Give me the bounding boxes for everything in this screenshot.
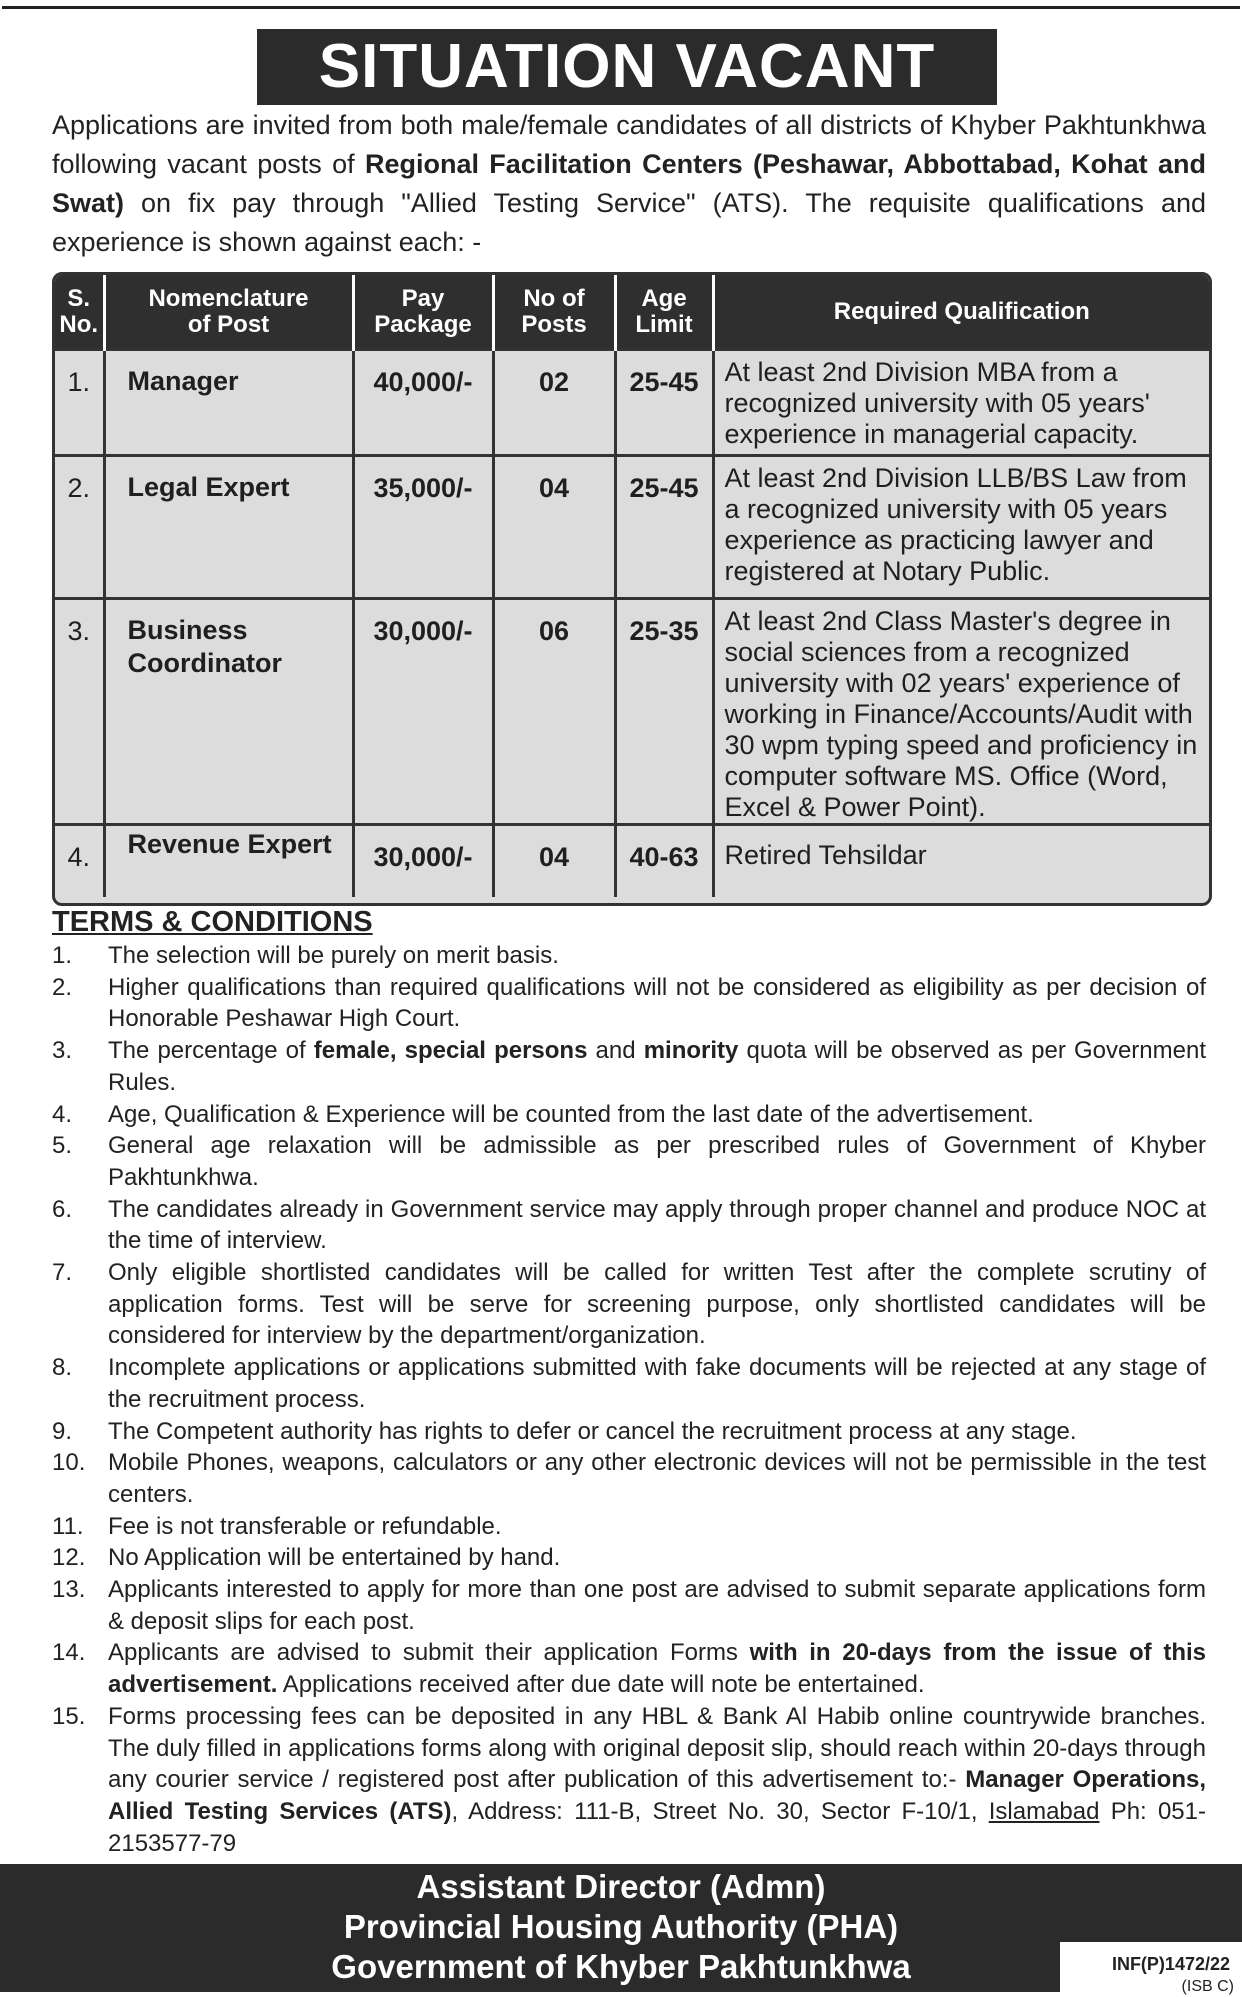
cell-pay: 30,000/- [353, 599, 493, 825]
term-text: The percentage of female, special persons and minority quota will be observed as per Government Rules. [108, 1037, 1207, 1096]
term-item [52, 1130, 1206, 1193]
term-number: 7. [52, 1259, 73, 1287]
header-age: Age Limit [615, 275, 713, 350]
term-text: Mobile Phones, weapons, calculators or any other electronic devices will not be permissible in the test centers. [108, 1449, 1206, 1508]
footer-designation: Assistant Director (Admn) [416, 1868, 826, 1905]
term-number: 2. [52, 973, 73, 1001]
cell-pay: 40,000/- [353, 350, 493, 456]
terms-heading: TERMS & CONDITIONS [52, 906, 373, 938]
cell-age: 25-45 [615, 350, 713, 456]
term-number: 11. [52, 1512, 84, 1540]
cell-posts: 04 [493, 456, 615, 599]
posts-table [52, 272, 1212, 906]
term-item [52, 1542, 1206, 1574]
term-text: General age relaxation will be admissible as per prescribed rules of Government of Khyber Pakhtunkhwa. [108, 1132, 1206, 1191]
term-number: 15. [52, 1702, 86, 1730]
reference-suffix: (ISB C) [1181, 1978, 1234, 1995]
header-posts: No of Posts [493, 275, 615, 350]
table-row [55, 350, 1209, 456]
term-text: Applicants interested to apply for more than one post are advised to submit separate applications form & deposit slips for each post. [108, 1576, 1206, 1635]
term-text: Higher qualifications than required qualifications will not be considered as eligibility as per decision of Honorable Peshawar High Court. [108, 973, 1206, 1033]
term-text: Fee is not transferable or refundable. [108, 1512, 502, 1540]
term-item [52, 1511, 1206, 1543]
cell-pay: 35,000/- [353, 456, 493, 599]
cell-qualification: At least 2nd Division MBA from a recognized university with 05 years' experience in managerial capacity. [713, 350, 1209, 456]
term-item [52, 1416, 1206, 1448]
term-item [52, 940, 1206, 972]
cell-sno: 1. [55, 350, 104, 456]
term-item [52, 1352, 1206, 1415]
term-item [52, 1701, 1206, 1860]
term-number: 6. [52, 1195, 73, 1223]
cell-age: 25-45 [615, 456, 713, 599]
term-number: 8. [52, 1354, 73, 1382]
term-item [52, 1574, 1206, 1637]
cell-post: Manager [104, 350, 353, 456]
header-qualification: Required Qualification [713, 275, 1209, 350]
term-number: 12. [52, 1544, 86, 1572]
intro-paragraph: Applications are invited from both male/female candidates of all districts of Khyber Pakhtunkhwa following vacant posts of Regional Facilitation Centers (Peshawar, Abbottabad, Kohat and Swat) on fix pay through "Allied Testing Service" (ATS). The requisite qualifications and experience is shown against each: - [52, 110, 1206, 257]
intro-centers: Regional Facilitation Centers (Peshawar, Abbottabad, Kohat and Swat) [52, 149, 1206, 218]
term-number: 3. [52, 1037, 73, 1065]
term-text: Forms processing fees can be deposited in any HBL & Bank Al Habib online countrywide branches. The duly filled in applications forms along with original deposit slip, should reach within 20-days through any courier service / registered post after publication of this advertisement to:- Manager Operations, Allied Testing Services (ATS), Address: 111-B, Street No. 30, Sector F-10/1, Islamabad Ph: 051-2153577-79 [108, 1702, 1206, 1857]
term-number: 14. [52, 1639, 86, 1667]
reference-code-box [1060, 1942, 1242, 1995]
header-sno: S. No. [55, 275, 104, 350]
term-item [52, 1194, 1206, 1257]
cell-age: 40-63 [615, 825, 713, 897]
term-text: Applicants are advised to submit their application Forms with in 20-days from the issue of this advertisement. Applications received after due date will note be entertained. [108, 1639, 1207, 1699]
term-item [52, 1035, 1206, 1098]
term-item [52, 1099, 1206, 1131]
cell-sno: 4. [55, 825, 104, 897]
term-text: Age, Qualification & Experience will be counted from the last date of the advertisement. [108, 1100, 1034, 1128]
table-row [55, 456, 1209, 599]
cell-posts: 02 [493, 350, 615, 456]
cell-qualification: At least 2nd Division LLB/BS Law from a recognized university with 05 years experience as practicing lawyer and registered at Notary Public. [713, 456, 1209, 599]
term-number: 5. [52, 1132, 73, 1160]
terms-list [52, 940, 1206, 1859]
footer-government: Government of Khyber Pakhtunkhwa [331, 1948, 911, 1985]
cell-post: Business Coordinator [104, 599, 353, 825]
term-number: 1. [52, 942, 73, 969]
footer-authority: Provincial Housing Authority (PHA) [343, 1908, 899, 1945]
term-text: Incomplete applications or applications submitted with fake documents will be rejected at any stage of the recruitment process. [108, 1354, 1206, 1413]
cell-qualification: Retired Tehsildar [713, 825, 1209, 897]
term-number: 13. [52, 1576, 86, 1604]
cell-pay: 30,000/- [353, 825, 493, 897]
term-item [52, 1637, 1206, 1700]
term-item [52, 972, 1206, 1035]
table-row [55, 599, 1209, 825]
cell-post: Revenue Expert [104, 825, 353, 897]
term-item [52, 1257, 1206, 1352]
cell-sno: 2. [55, 456, 104, 599]
cell-qualification: At least 2nd Class Master's degree in social sciences from a recognized university with 02 years' experience of working in Finance/Accounts/Audit with 30 wpm typing speed and proficiency in computer software MS. Office (Word, Excel & Power Point). [713, 599, 1209, 825]
term-text: The candidates already in Government service may apply through proper channel and produce NOC at the time of interview. [108, 1195, 1206, 1255]
term-item [52, 1447, 1206, 1510]
cell-post: Legal Expert [104, 456, 353, 599]
term-number: 4. [52, 1100, 73, 1128]
table-row [55, 825, 1209, 897]
reference-code: INF(P)1472/22 [1111, 1954, 1230, 1974]
term-number: 9. [52, 1417, 73, 1445]
term-number: 10. [52, 1449, 86, 1477]
cell-posts: 04 [493, 825, 615, 897]
term-text: Only eligible shortlisted candidates will be called for written Test after the complete scrutiny of application forms. Test will be serve for screening purpose, only shortlisted candidates will be considered for interview by the department/organization. [108, 1259, 1206, 1350]
table-header-row [55, 275, 1209, 350]
headline: SITUATION VACANT [257, 29, 997, 105]
term-text: No Application will be entertained by hand. [108, 1544, 561, 1572]
header-post: Nomenclature of Post [104, 275, 353, 350]
cell-age: 25-35 [615, 599, 713, 825]
term-text: The Competent authority has rights to defer or cancel the recruitment process at any stage. [108, 1417, 1077, 1445]
cell-posts: 06 [493, 599, 615, 825]
term-text: The selection will be purely on merit basis. [108, 942, 559, 969]
cell-sno: 3. [55, 599, 104, 825]
header-pay: Pay Package [353, 275, 493, 350]
footer-signature [0, 1864, 1242, 1992]
